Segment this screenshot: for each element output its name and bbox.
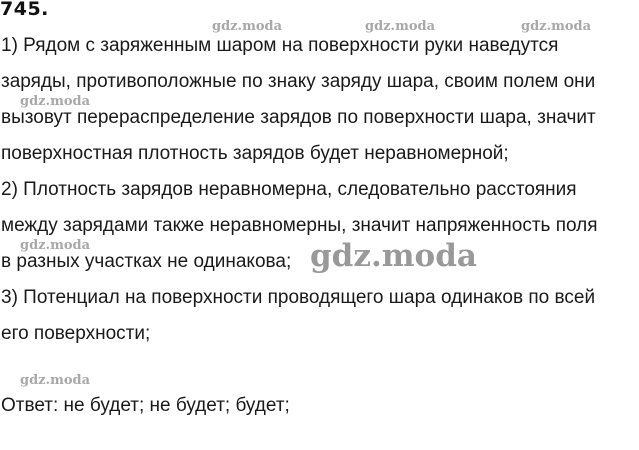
watermark: gdz.moda: [365, 19, 436, 34]
solution-line-3: вызовут перераспределение зарядов по поверхности шара, значит: [1, 107, 596, 128]
solution-line-5: 2) Плотность зарядов неравномерна, следовательно расстояния: [1, 179, 577, 200]
watermark: gdz.moda: [20, 94, 91, 109]
watermark-large: gdz.moda: [310, 238, 477, 274]
solution-line-7: в разных участках не одинакова;: [1, 251, 292, 272]
problem-number: 745.: [0, 0, 49, 20]
watermark: gdz.moda: [212, 19, 283, 34]
watermark: gdz.moda: [20, 373, 91, 388]
watermark: gdz.moda: [20, 238, 91, 253]
solution-line-8: 3) Потенциал на поверхности проводящего шара одинаков по всей: [1, 287, 596, 308]
answer-line: Ответ: не будет; не будет; будет;: [1, 395, 290, 416]
solution-line-6: между зарядами также неравномерны, значит напряженность поля: [1, 215, 598, 236]
solution-line-4: поверхностная плотность зарядов будет неравномерной;: [1, 143, 509, 164]
watermark: gdz.moda: [521, 19, 592, 34]
solution-line-2: заряды, противоположные по знаку заряду шара, своим полем они: [1, 71, 596, 92]
solution-line-1: 1) Рядом с заряженным шаром на поверхности руки наведутся: [1, 35, 559, 56]
solution-line-9: его поверхности;: [1, 323, 151, 344]
